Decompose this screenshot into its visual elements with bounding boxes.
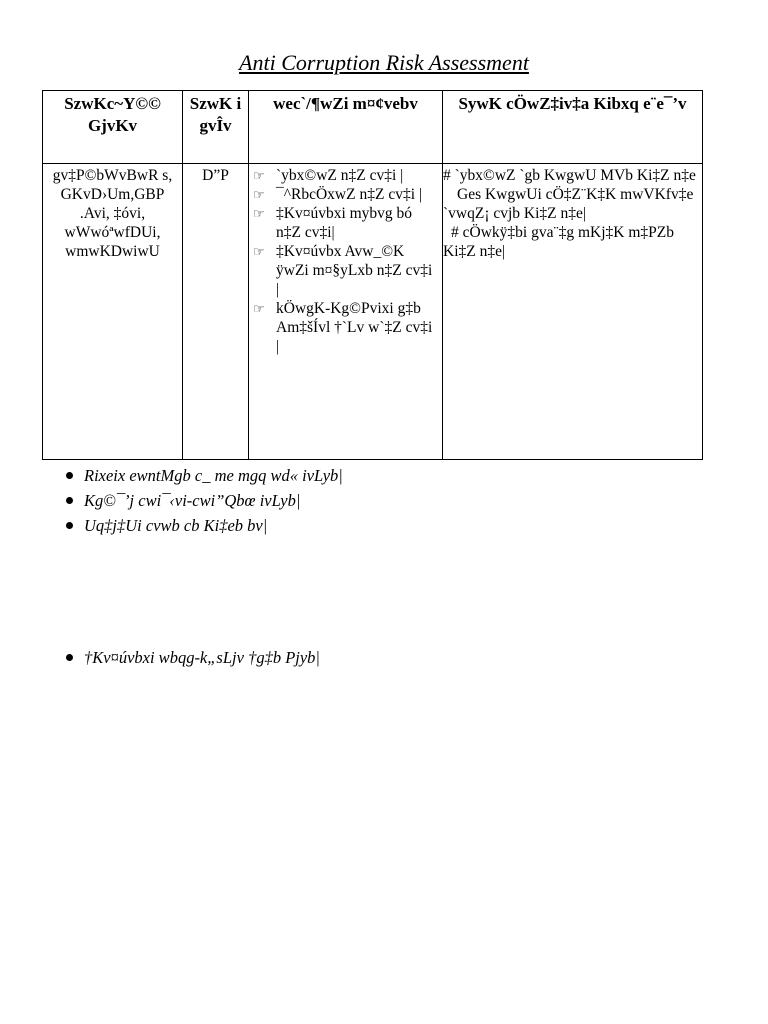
harm-list <box>250 166 441 356</box>
filled-circle-icon <box>66 522 73 529</box>
final-note-text: †Kv¤úvbxi wbqg-k„sLjv †g‡b Pjyb| <box>84 648 320 667</box>
pointing-hand-icon: ☞ <box>253 244 265 259</box>
note-text: Uq‡j‡Ui cvwb cb Ki‡eb bv| <box>84 516 268 535</box>
harm-text: ‡Kv¤úvbx Avw_©K ÿwZi m¤§yLxb n‡Z cv‡i | <box>276 243 433 298</box>
list-item <box>250 299 439 356</box>
harm-text: kÖwgK-Kg©Pvixi g‡b Am‡šÍvl †`Lv w`‡Z cv‡i | <box>276 300 433 355</box>
header-risk-area: SzwKc~Y©© GjvKv <box>43 91 183 164</box>
risk-area-cell: gv‡P©bWvBwR s, GKvD›Um,GBP .Avi, ‡óvi, wWwóªwfDUi, wmwKDwiwU <box>43 164 183 460</box>
header-possible-harm: wec`/¶wZi m¤¢vebv <box>249 91 443 164</box>
note-text: Kg©¯’j cwi¯‹vi-cwi”Qbœ ivLyb| <box>84 491 301 510</box>
filled-circle-icon <box>66 472 73 479</box>
pointing-hand-icon: ☞ <box>253 168 265 183</box>
mitigation-cell <box>443 164 703 460</box>
mitigation-line: # `ybx©wZ `gb KwgwU MVb Ki‡Z n‡e <box>443 167 696 184</box>
list-item <box>62 463 343 488</box>
filled-circle-icon <box>66 654 73 661</box>
harm-text: ‡Kv¤úvbxi mybvg bó n‡Z cv‡i| <box>276 205 413 241</box>
mitigation-line: # cÖwkÿ‡bi gva¨‡g mKj‡K m‡PZb Ki‡Z n‡e| <box>443 224 675 260</box>
pointing-hand-icon: ☞ <box>253 301 265 316</box>
list-item <box>250 166 439 185</box>
title-text: Anti Corruption Risk Assessment <box>239 50 529 75</box>
list-item <box>250 242 439 299</box>
possible-harm-cell <box>249 164 443 460</box>
risk-level-cell: D”P <box>183 164 249 460</box>
pointing-hand-icon: ☞ <box>253 187 265 202</box>
mitigation-line: Ges KwgwUi cÖ‡Z¨K‡K mwVKfv‡e `vwqZ¡ cvjb Ki‡Z n‡e| <box>443 186 694 222</box>
note-text: Rixeix ewntMgb c_ me mgq wd« ivLyb| <box>84 466 343 485</box>
list-item <box>250 204 439 242</box>
header-risk-level: SzwK i gvÎv <box>183 91 249 164</box>
table-header-row <box>43 91 703 164</box>
harm-text: ¯^RbcÖxwZ n‡Z cv‡i | <box>276 186 422 203</box>
risk-table <box>42 90 703 460</box>
final-note-list <box>62 645 320 670</box>
pointing-hand-icon: ☞ <box>253 206 265 221</box>
list-item <box>62 645 320 670</box>
harm-text: `ybx©wZ n‡Z cv‡i | <box>276 167 404 184</box>
notes-list <box>62 463 343 538</box>
list-item <box>62 513 343 538</box>
filled-circle-icon <box>66 497 73 504</box>
header-mitigation: SywK cÖwZ‡iv‡a Kibxq e¨e¯’v <box>443 91 703 164</box>
page-title <box>0 50 768 76</box>
list-item <box>62 488 343 513</box>
table-row <box>43 164 703 460</box>
list-item <box>250 185 439 204</box>
